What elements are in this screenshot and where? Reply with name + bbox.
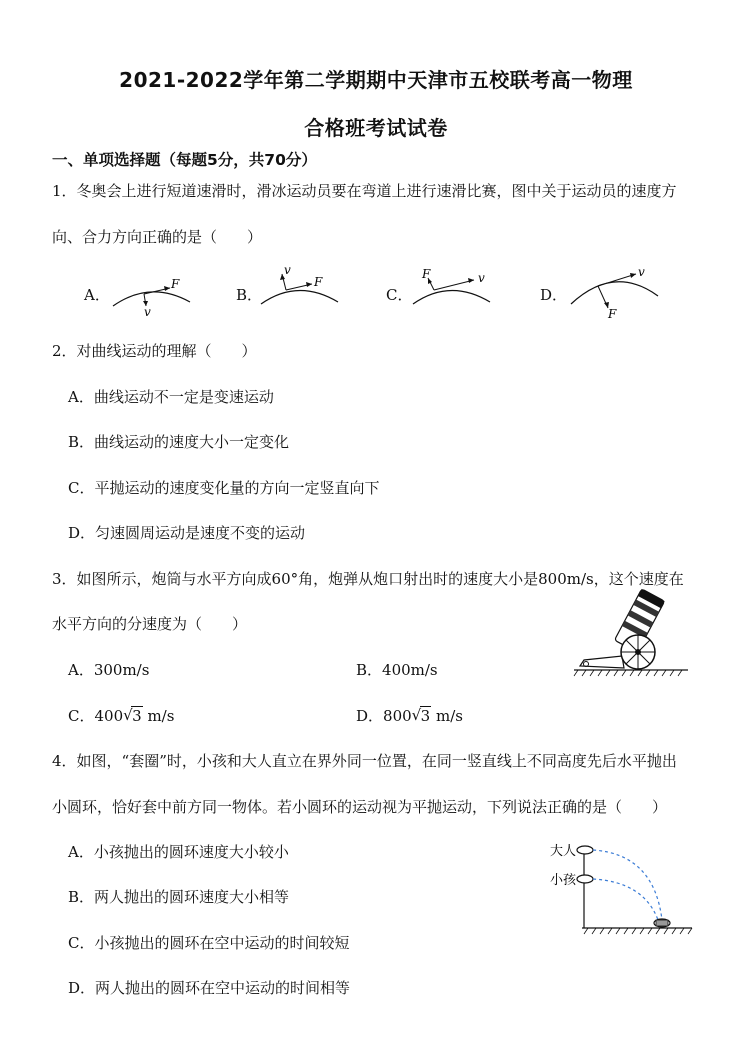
q1-option-a-figure bbox=[108, 270, 198, 320]
section-heading: 一、单项选择题（每题5分，共70分） bbox=[52, 151, 317, 169]
q4-option-c: C．小孩抛出的圆环在空中运动的时间较短 bbox=[68, 934, 350, 952]
q3-stem-line2: 水平方向的分速度为（ ） bbox=[52, 615, 248, 633]
q3-option-b: B．400m/s bbox=[356, 661, 438, 679]
q1-option-c-label: C． bbox=[386, 286, 413, 304]
q1-option-d-label: D． bbox=[540, 286, 568, 304]
q2-option-d: D．匀速圆周运动是速度不变的运动 bbox=[68, 524, 306, 542]
q1-option-c-figure bbox=[408, 262, 498, 312]
q3-option-d: D．800 √ 3 m/s bbox=[356, 706, 463, 725]
q4-stem-line2: 小圆环，恰好套中前方同一物体。若小圆环的运动视为平抛运动，下列说法正确的是（ ） bbox=[52, 798, 668, 816]
q4-stem-line1: 4．如图，“套圈”时，小孩和大人直立在界外同一位置，在同一竖直线上不同高度先后水平抛出 bbox=[52, 752, 677, 770]
q3-stem-line1: 3．如图所示，炮筒与水平方向成60°角，炮弹从炮口射出时的速度大小是800m/s，这个速度在 bbox=[52, 570, 684, 588]
q4-ring-toss-figure bbox=[546, 838, 696, 940]
q1b-v-label: v bbox=[284, 263, 291, 277]
q2-option-c: C．平抛运动的速度变化量的方向一定竖直向下 bbox=[68, 479, 380, 497]
q2-option-b: B．曲线运动的速度大小一定变化 bbox=[68, 433, 290, 451]
q4-option-b: B．两人抛出的圆环速度大小相等 bbox=[68, 888, 290, 906]
q1d-v-label: v bbox=[638, 265, 645, 279]
q2-option-a: A．曲线运动不一定是变速运动 bbox=[68, 388, 274, 406]
q3-option-c: C．400 √ 3 m/s bbox=[68, 706, 175, 725]
adult-label: 大人 bbox=[550, 844, 577, 859]
q3-cannon-figure bbox=[572, 596, 692, 682]
q1a-v-label: v bbox=[144, 305, 151, 319]
q1-option-d-figure bbox=[566, 262, 666, 322]
q4-option-a: A．小孩抛出的圆环速度大小较小 bbox=[68, 843, 289, 861]
child-label: 小孩 bbox=[550, 873, 577, 888]
paper-title-line1: 2021-2022学年第二学期期中天津市五校联考高一物理 bbox=[119, 68, 633, 92]
sqrt-symbol: √ 3 bbox=[123, 706, 142, 725]
sqrt-symbol: √ 3 bbox=[411, 706, 431, 725]
q1d-f-label: F bbox=[608, 307, 617, 321]
q1-option-b-figure bbox=[256, 262, 346, 312]
q1c-v-label: v bbox=[478, 271, 485, 285]
q1-stem-line1: 1．冬奥会上进行短道速滑时，滑冰运动员要在弯道上进行速滑比赛，图中关于运动员的速度方 bbox=[52, 182, 677, 200]
paper-title-line2: 合格班考试试卷 bbox=[304, 116, 448, 140]
q1-option-b-label: B． bbox=[236, 286, 263, 304]
q1b-f-label: F bbox=[314, 275, 323, 289]
q1a-f-label: F bbox=[171, 277, 180, 291]
q1c-f-label: F bbox=[422, 267, 431, 281]
q1-stem-line2: 向、合力方向正确的是（ ） bbox=[52, 228, 263, 246]
q2-stem: 2．对曲线运动的理解（ ） bbox=[52, 342, 257, 360]
q4-option-d: D．两人抛出的圆环在空中运动的时间相等 bbox=[68, 979, 351, 997]
q1-option-a-label: A． bbox=[84, 286, 110, 304]
q3-option-a: A．300m/s bbox=[68, 661, 150, 679]
